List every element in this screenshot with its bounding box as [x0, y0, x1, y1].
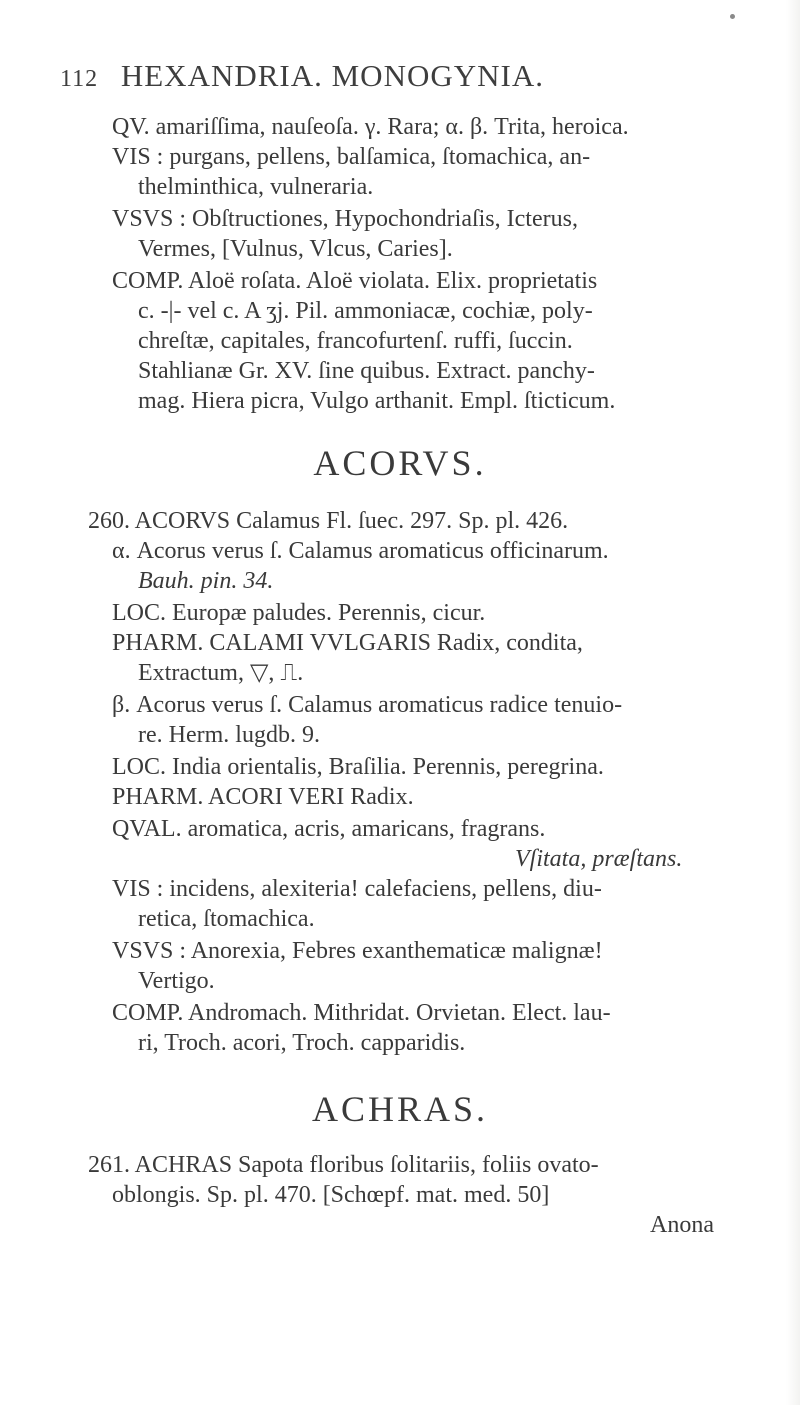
- text-line: COMP. Aloë roſata. Aloë violata. Elix. proprietatis: [112, 268, 598, 294]
- text-line: β. Acorus verus ſ. Calamus aromaticus radice tenuio-: [112, 692, 623, 718]
- scan-speck: [730, 14, 735, 19]
- text-line: re. Herm. lugdb. 9.: [138, 722, 320, 748]
- text-line: PHARM. CALAMI VVLGARIS Radix, condita,: [112, 630, 583, 656]
- text-line: VSVS : Obſtructiones, Hypochondriaſis, Icterus,: [112, 206, 578, 232]
- page-number: 112: [60, 66, 99, 92]
- text-line: mag. Hiera picra, Vulgo arthanit. Empl. ſticticum.: [138, 388, 616, 414]
- running-header: [60, 58, 700, 98]
- text-line: Vermes, [Vulnus, Vlcus, Caries].: [138, 236, 453, 262]
- text-line: PHARM. ACORI VERI Radix.: [112, 784, 414, 810]
- running-title: HEXANDRIA. MONOGYNIA.: [120, 58, 544, 93]
- text-line: oblongis. Sp. pl. 470. [Schœpf. mat. med. 50]: [112, 1182, 550, 1208]
- species-entry: 261. ACHRAS Sapota floribus ſolitariis, foliis ovato-: [88, 1152, 599, 1178]
- text-line: thelminthica, vulneraria.: [138, 174, 374, 200]
- text-line: VIS : incidens, alexiteria! calefaciens, pellens, diu-: [112, 876, 602, 902]
- text-line: VIS : purgans, pellens, balſamica, ſtomachica, an-: [112, 144, 591, 170]
- text-line: VSVS : Anorexia, Febres exanthematicæ malignæ!: [112, 938, 603, 964]
- catchword: Anona: [650, 1212, 714, 1238]
- text-line: LOC. Europæ paludes. Perennis, cicur.: [112, 600, 486, 626]
- species-entry: 260. ACORVS Calamus Fl. ſuec. 297. Sp. pl. 426.: [88, 508, 569, 534]
- text-line: Vertigo.: [138, 968, 215, 994]
- scan-edge-shadow: [786, 0, 800, 1405]
- text-line: ri, Troch. acori, Troch. capparidis.: [138, 1030, 466, 1056]
- text-line: Extractum, ▽, ⎍.: [138, 660, 304, 686]
- text-line: Bauh. pin. 34.: [138, 568, 274, 594]
- text-line: QVAL. aromatica, acris, amaricans, fragrans.: [112, 816, 546, 842]
- section-title-achras: ACHRAS.: [311, 1089, 489, 1129]
- text-line: chreſtæ, capitales, francofurtenſ. ruffi, ſuccin.: [138, 328, 573, 354]
- section-title-acorus: ACORVS.: [313, 443, 487, 483]
- text-line: α. Acorus verus ſ. Calamus aromaticus officinarum.: [112, 538, 609, 564]
- text-line: COMP. Andromach. Mithridat. Orvietan. Elect. lau-: [112, 1000, 611, 1026]
- text-line: LOC. India orientalis, Braſilia. Perennis, peregrina.: [112, 754, 604, 780]
- text-line: Stahlianæ Gr. XV. ſine quibus. Extract. panchy-: [138, 358, 595, 384]
- text-line: c. -|- vel c. A ʒj. Pil. ammoniacæ, cochiæ, poly-: [138, 298, 593, 324]
- text-line: retica, ſtomachica.: [138, 906, 315, 932]
- text-line: QV. amariſſima, nauſeoſa. γ. Rara; α. β. Trita, heroica.: [112, 114, 629, 140]
- text-line: Vſitata, præſtans.: [515, 846, 683, 872]
